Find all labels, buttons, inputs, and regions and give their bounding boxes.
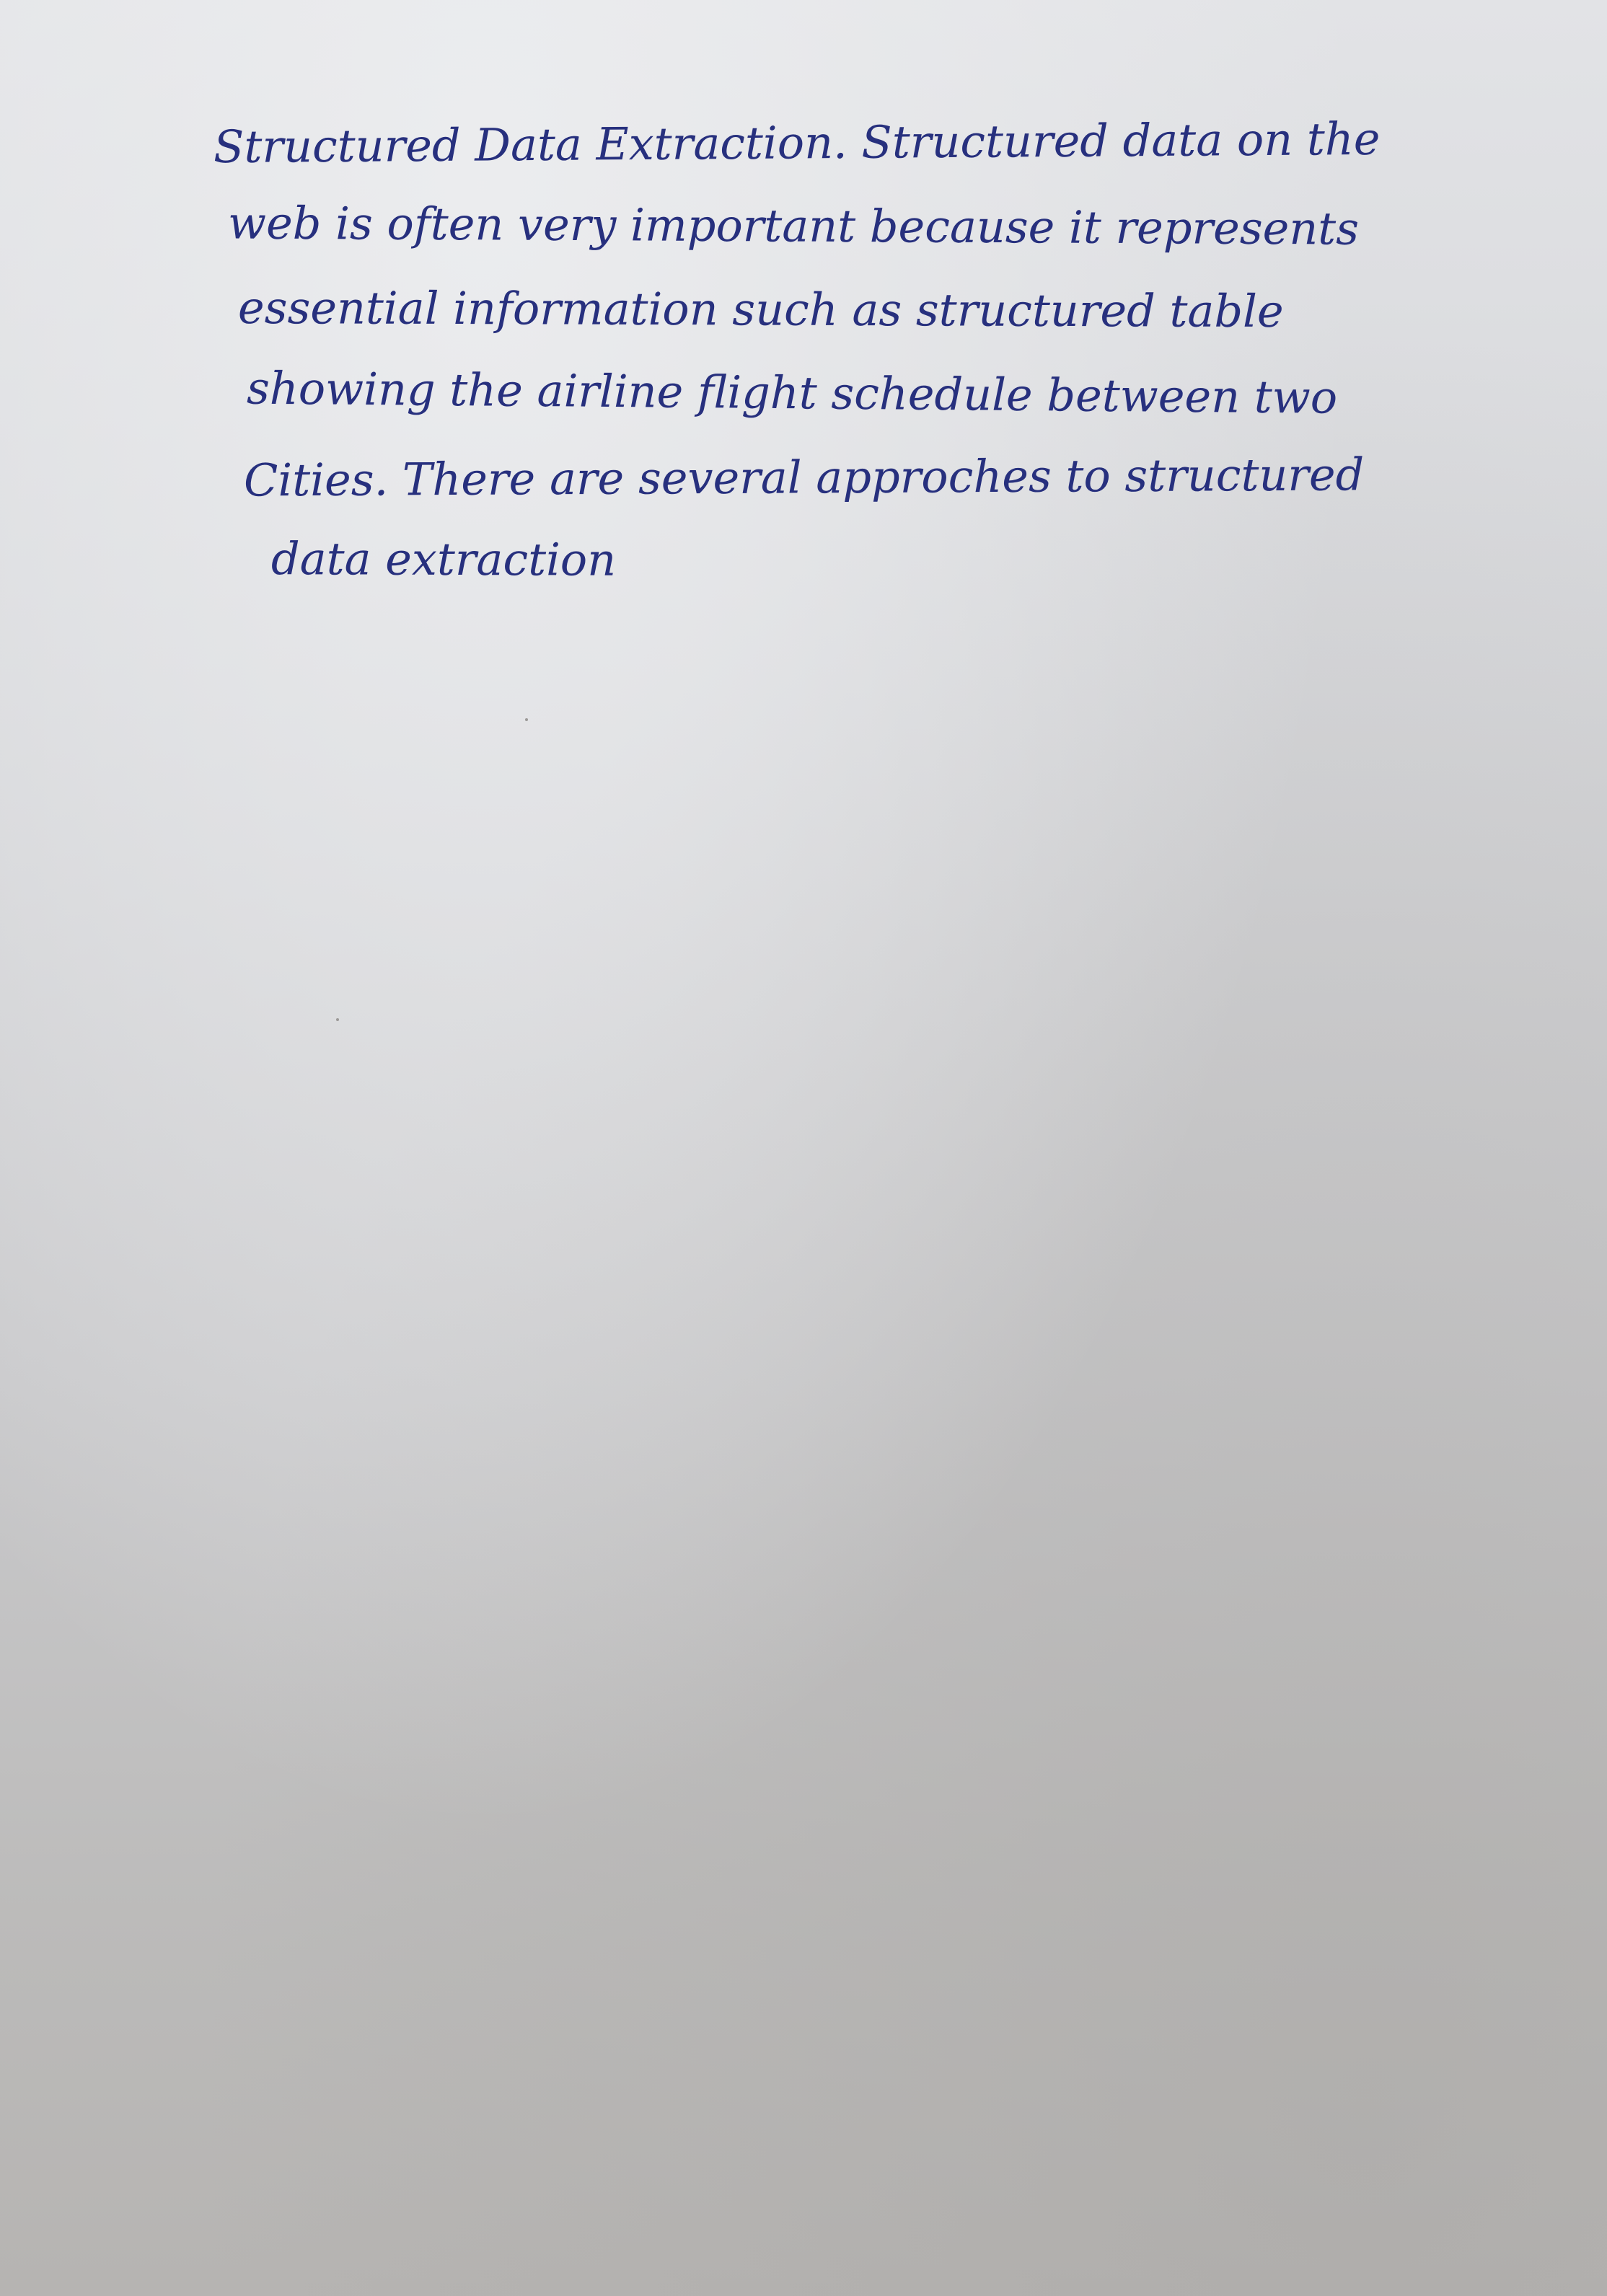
paper-speck: [525, 718, 528, 721]
handwritten-line: showing the airline flight schedule between two: [246, 361, 1338, 424]
handwritten-line: essential information such as structured table: [237, 281, 1284, 338]
handwritten-line: web is often very important because it represents: [227, 196, 1360, 255]
handwritten-text: [209, 101, 1479, 603]
handwritten-line: data extraction: [270, 532, 617, 586]
handwritten-line: Structured Data Extraction. Structured data on the: [213, 112, 1381, 174]
paper-speck: [336, 1018, 339, 1021]
handwritten-line: Cities. There are several approches to structured: [243, 448, 1365, 507]
